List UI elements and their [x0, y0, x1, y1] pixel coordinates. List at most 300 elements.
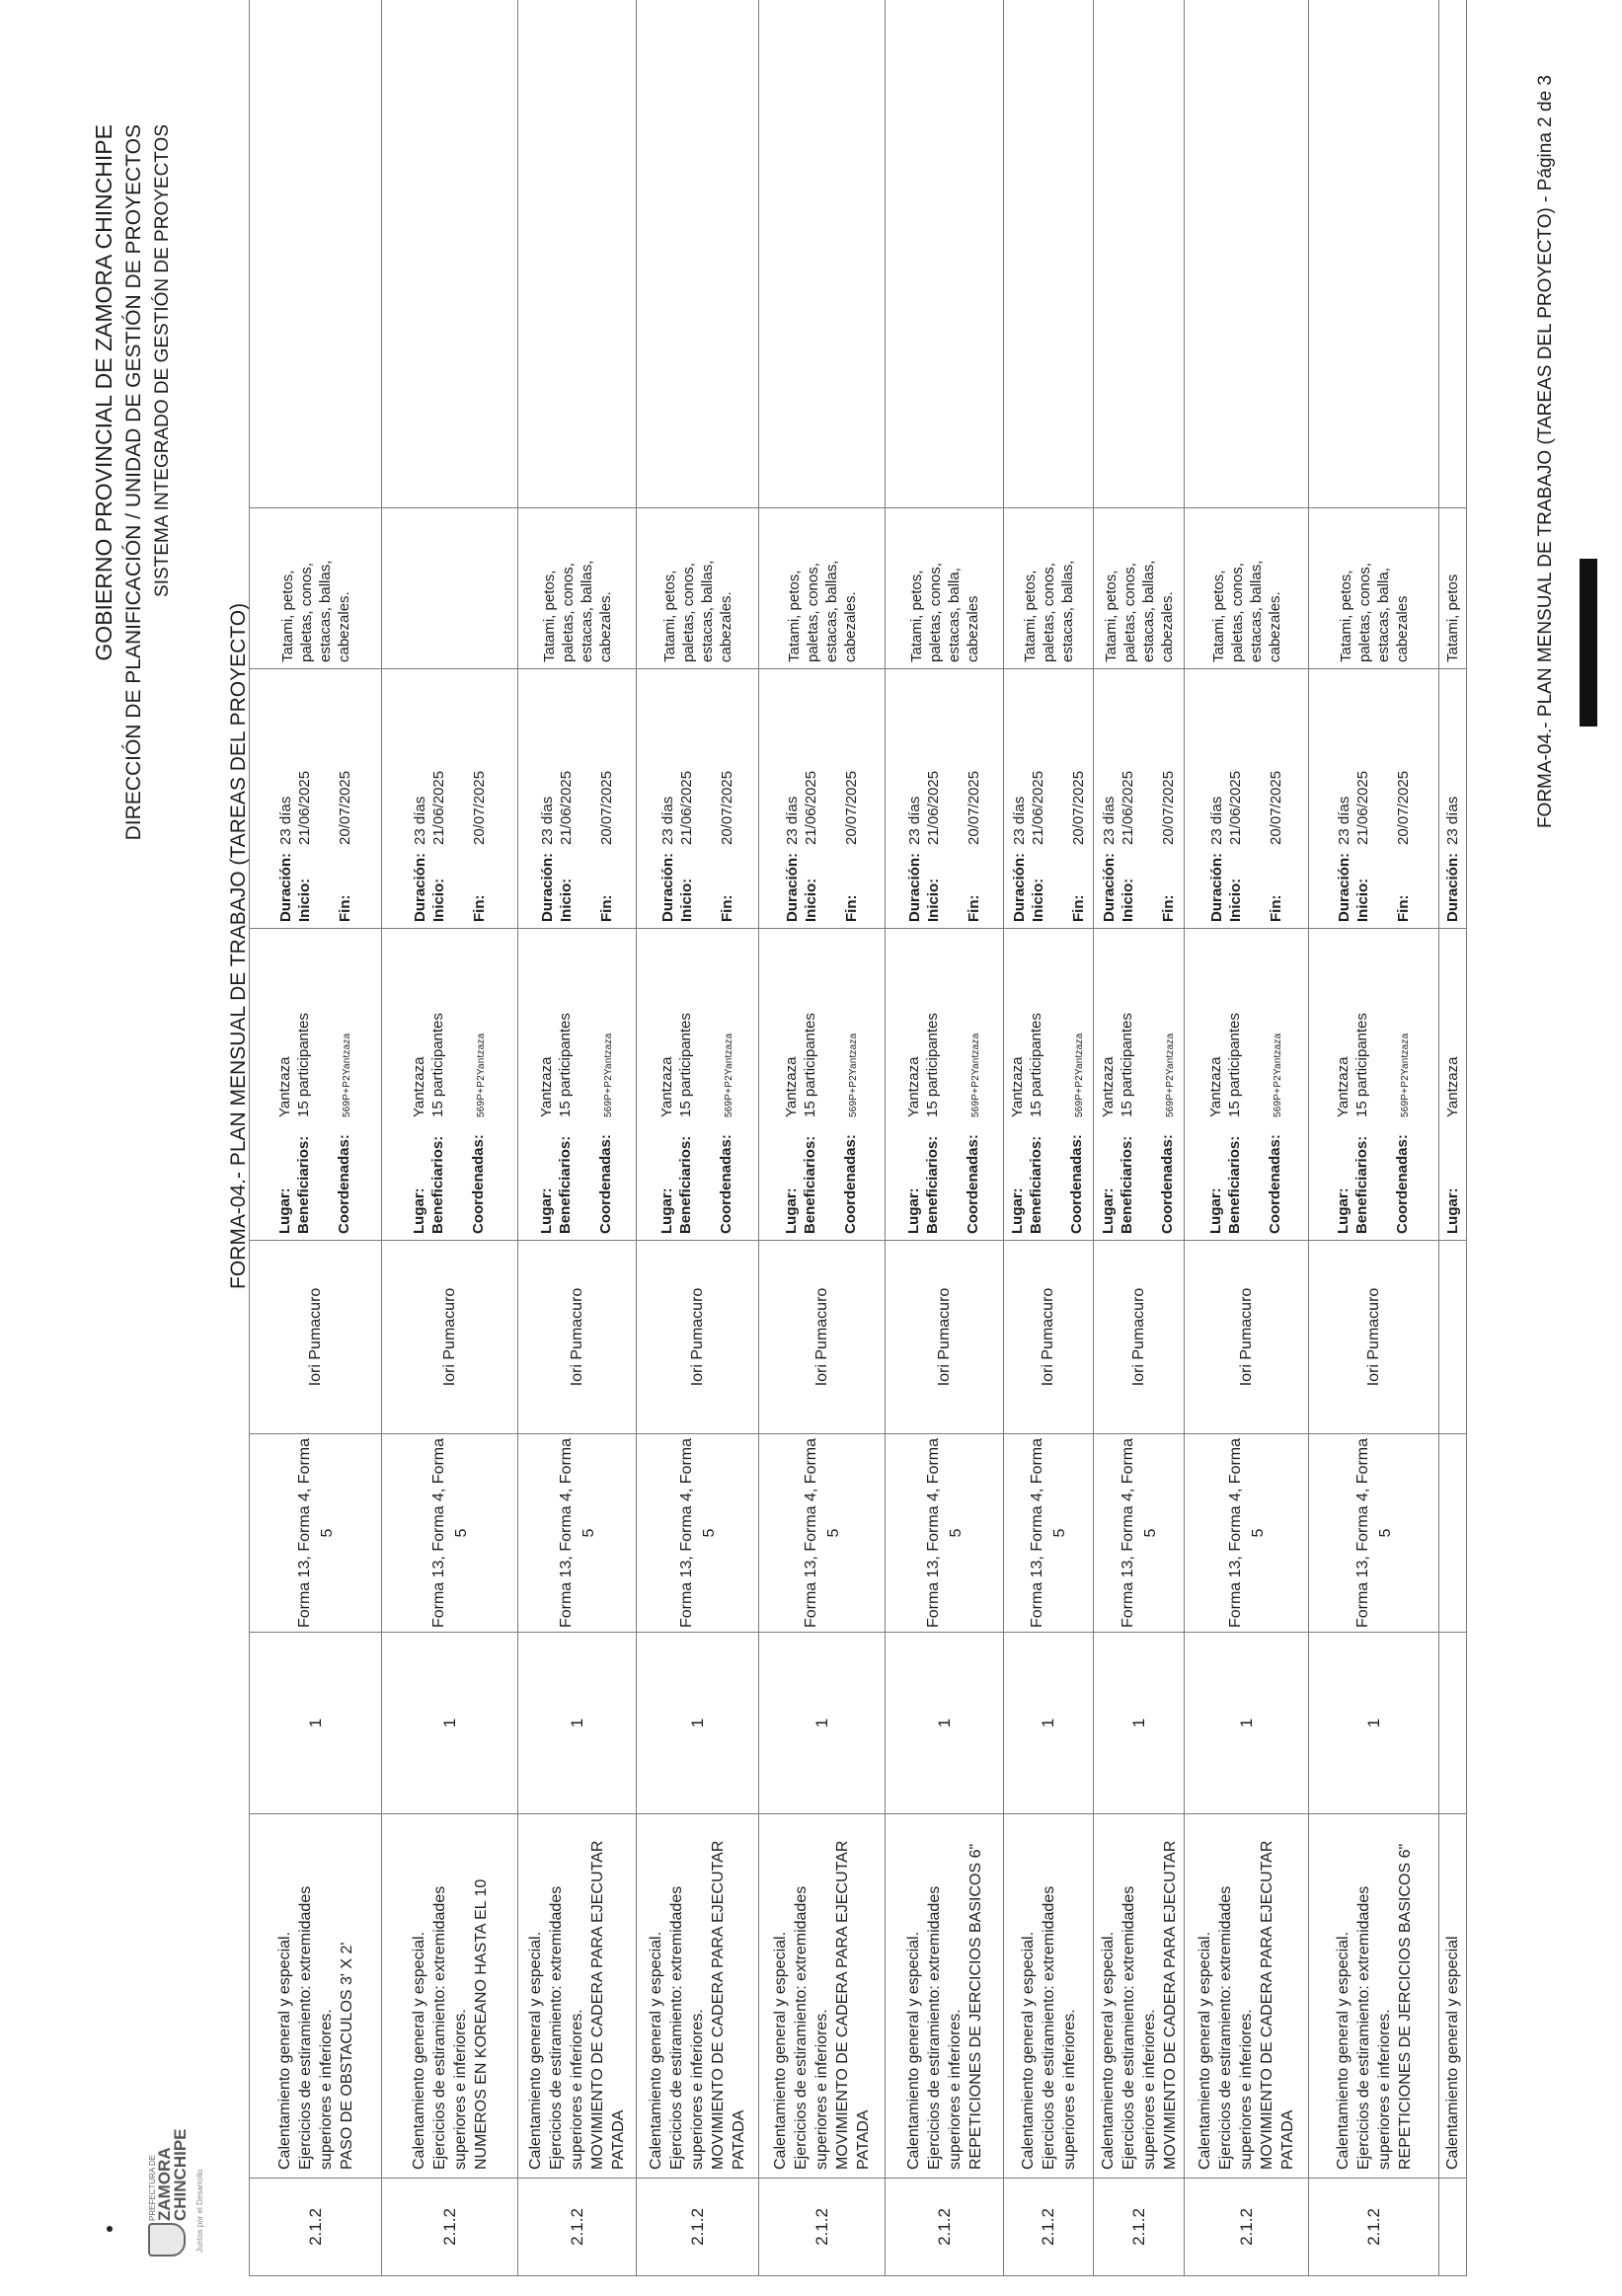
description-line: Calentamiento general y especial. [410, 1931, 427, 2170]
table-row [1185, 0, 1309, 2276]
lugar-value: Yantzaza [1009, 1056, 1026, 1117]
coordenadas-value: 569P+P2Yantzaza [341, 1033, 352, 1117]
coordenadas-label: Coordenadas: [1068, 1134, 1085, 1234]
coordenadas [1158, 935, 1180, 1234]
lugar-label: Lugar: [1444, 1187, 1461, 1234]
description-line: Calentamiento general y especial. [772, 1931, 789, 2170]
activity-description [250, 1814, 382, 2179]
prefecture-logo [148, 2128, 223, 2257]
beneficiarios [676, 935, 695, 1234]
fin-value: 20/07/2025 [719, 770, 735, 845]
activity-code: 2.1.2 [759, 2179, 886, 2276]
scan-edge-mark [1580, 559, 1597, 727]
duracion-value: 23 días [1444, 796, 1461, 845]
lugar [904, 935, 923, 1234]
fin-value: 20/07/2025 [471, 770, 488, 845]
description-line: PATADA [731, 2109, 747, 2170]
spacer [575, 935, 596, 1234]
coordenadas-label: Coordenadas: [596, 1134, 614, 1234]
beneficiarios [294, 935, 313, 1234]
duracion-value: 23 días [1208, 796, 1225, 845]
materials-cell: Tatami, petos, paletas, conos, estacas, ballas, cabezales. [759, 508, 886, 669]
activity-code: 2.1.2 [886, 2179, 1004, 2276]
page-footer: FORMA-04.- PLAN MENSUAL DE TRABAJO (TAREAS DEL PROYECTO) - Página 2 de 3 [1535, 75, 1556, 829]
beneficiarios-value: 15 participantes [801, 1013, 818, 1117]
fin [1159, 675, 1178, 922]
coordenadas-label: Coordenadas: [717, 1134, 734, 1234]
materials-cell: Tatami, petos, paletas, conos, estacas, balla, cabezales [886, 508, 1004, 669]
description-line: Ejercicios de estiramiento: extremidades [1120, 1885, 1137, 2170]
duracion [1443, 675, 1462, 922]
responsible-cell [1439, 1241, 1467, 1434]
duracion-label: Duración: [1444, 852, 1461, 922]
responsible-cell: Iori Pumacuro [637, 1241, 759, 1434]
responsible-cell: Iori Pumacuro [250, 1241, 382, 1434]
description-line: Ejercicios de estiramiento: extremidades [548, 1885, 565, 2170]
location-cell [518, 929, 637, 1241]
description-line: superiores e inferiores. [1375, 2009, 1393, 2170]
forms-cell: Forma 13, Forma 4, Forma 5 [518, 1434, 637, 1633]
responsible-cell: Iori Pumacuro [518, 1241, 637, 1434]
spacer [1371, 935, 1393, 1234]
duracion-value: 23 días [906, 796, 923, 845]
description-line: Ejercicios de estiramiento: extremidades [1217, 1885, 1234, 2170]
duration-cell [1094, 669, 1185, 929]
duration-cell [1309, 669, 1439, 929]
activity-code: 2.1.2 [1094, 2179, 1185, 2276]
quantity-cell: 1 [1004, 1633, 1094, 1814]
quantity-cell: 1 [886, 1633, 1004, 1814]
observations-cell [1439, 0, 1467, 508]
lugar-label: Lugar: [782, 1187, 800, 1234]
inicio [1353, 675, 1372, 922]
logo-line-1: ZAMORA [155, 2147, 174, 2221]
duracion-label: Duración: [277, 852, 294, 922]
fin-label: Fin: [719, 894, 735, 922]
inicio-value: 21/06/2025 [803, 770, 819, 845]
description-line: MOVIMIENTO DE CADERA PARA EJECUTAR [1161, 1840, 1179, 2170]
fin-label: Fin: [1395, 894, 1412, 922]
duracion [276, 675, 295, 922]
beneficiarios-value: 15 participantes [1225, 1013, 1243, 1117]
activity-code: 2.1.2 [518, 2179, 637, 2276]
description-line: superiores e inferiores. [317, 2009, 335, 2170]
inicio-value: 21/06/2025 [430, 770, 447, 845]
spacer [1244, 935, 1266, 1234]
description-line: Ejercicios de estiramiento: extremidades [668, 1885, 685, 2170]
forms-cell: Forma 13, Forma 4, Forma 5 [637, 1434, 759, 1633]
coordenadas-label: Coordenadas: [335, 1134, 352, 1234]
lugar [1099, 935, 1118, 1234]
fin-value: 20/07/2025 [1268, 770, 1284, 845]
duracion-label: Duración: [412, 852, 428, 922]
coordenadas-value: 569P+P2Yantzaza [1399, 1033, 1411, 1117]
description-line: MOVIMIENTO DE CADERA PARA EJECUTAR [834, 1840, 851, 2170]
beneficiarios [801, 935, 819, 1234]
inicio-value: 21/06/2025 [296, 770, 313, 845]
description-line: Ejercicios de estiramiento: extremidades [296, 1885, 314, 2170]
coordenadas-value: 569P+P2Yantzaza [723, 1033, 734, 1117]
description-line: superiores e inferiores. [1140, 2009, 1158, 2170]
spacer [448, 675, 470, 922]
inicio-label: Inicio: [803, 878, 819, 922]
coordenadas [841, 935, 863, 1234]
duration-cell [1004, 669, 1094, 929]
description-line: Ejercicios de estiramiento: extremidades [1040, 1885, 1057, 2170]
beneficiarios-label: Beneficiarios: [1028, 1135, 1044, 1234]
spacer [942, 935, 964, 1234]
forms-cell: Forma 13, Forma 4, Forma 5 [1309, 1434, 1439, 1633]
inicio [429, 675, 448, 922]
activity-code: 2.1.2 [382, 2179, 518, 2276]
description-line: MOVIMIENTO DE CADERA PARA EJECUTAR [1259, 1840, 1275, 2170]
lugar-label: Lugar: [904, 1187, 922, 1234]
activity-description [1309, 1814, 1439, 2179]
duracion-label: Duración: [1101, 852, 1118, 922]
description-line: Calentamiento general y especial. [904, 1931, 922, 2170]
description-line: Calentamiento general y especial. [648, 1931, 664, 2170]
activity-code: 2.1.2 [250, 2179, 382, 2276]
duracion-label: Duración: [659, 852, 676, 922]
forms-cell: Forma 13, Forma 4, Forma 5 [759, 1434, 886, 1633]
inicio-label: Inicio: [1120, 878, 1136, 922]
beneficiarios [1027, 935, 1045, 1234]
description-line: MOVIMIENTO DE CADERA PARA EJECUTAR [589, 1840, 606, 2170]
coordenadas [964, 935, 985, 1234]
duracion-label: Duración: [1208, 852, 1225, 922]
materials-cell [382, 508, 518, 669]
coordenadas-label: Coordenadas: [841, 1134, 859, 1234]
duracion-value: 23 días [659, 796, 676, 845]
spacer [1045, 935, 1067, 1234]
spacer [1372, 675, 1394, 922]
spacer [1245, 675, 1267, 922]
location-cell [382, 929, 518, 1241]
forms-cell: Forma 13, Forma 4, Forma 5 [1004, 1434, 1094, 1633]
materials-cell: Tatami, petos, paletas, conos, estacas, balla, cabezales [1309, 508, 1439, 669]
spacer [820, 675, 842, 922]
fin [1069, 675, 1088, 922]
inicio [1029, 675, 1047, 922]
description-line: PATADA [610, 2109, 627, 2170]
lugar-value: Yantzaza [1444, 1056, 1461, 1117]
inicio-value: 21/06/2025 [1029, 770, 1046, 845]
quantity-cell: 1 [1309, 1633, 1439, 1814]
table-row [518, 0, 637, 2276]
table-row [886, 0, 1004, 2276]
description-line: superiores e inferiores. [569, 2009, 585, 2170]
description-line: superiores e inferiores. [451, 2009, 469, 2170]
coordenadas [469, 935, 491, 1234]
responsible-cell: Iori Pumacuro [1185, 1241, 1309, 1434]
duration-cell [886, 669, 1004, 929]
duration-cell [382, 669, 518, 929]
activity-code: 2.1.2 [1309, 2179, 1439, 2276]
table-row [250, 0, 382, 2276]
fin [1394, 675, 1413, 922]
coordenadas-value: 569P+P2Yantzaza [1272, 1033, 1283, 1117]
location-cell [1185, 929, 1309, 1241]
lugar-value: Yantzaza [537, 1056, 555, 1117]
coordenadas-value: 569P+P2Yantzaza [969, 1033, 981, 1117]
table-row-partial [1439, 0, 1467, 2276]
materials-cell: Tatami, petos, paletas, conos, estacas, ballas, [1004, 508, 1094, 669]
lugar [410, 935, 428, 1234]
description-line: NUMEROS EN KOREANO HASTA EL 10 [472, 1878, 490, 2170]
beneficiarios-label: Beneficiarios: [801, 1135, 818, 1234]
description-line: superiores e inferiores. [946, 2009, 964, 2170]
beneficiarios-value: 15 participantes [1118, 1013, 1135, 1117]
lugar-value: Yantzaza [1099, 1056, 1117, 1117]
observations-cell [250, 0, 382, 508]
spacer [1137, 675, 1159, 922]
quantity-cell: 1 [382, 1633, 518, 1814]
lugar [782, 935, 801, 1234]
coordenadas-value: 569P+P2Yantzaza [475, 1033, 487, 1117]
coordenadas-value: 569P+P2Yantzaza [602, 1033, 614, 1117]
duration-cell [637, 669, 759, 929]
observations-cell [1309, 0, 1439, 508]
fin-label: Fin: [471, 894, 488, 922]
lugar-value: Yantzaza [657, 1056, 675, 1117]
beneficiarios-label: Beneficiarios: [923, 1135, 941, 1234]
spacer [696, 675, 718, 922]
forms-cell: Forma 13, Forma 4, Forma 5 [1094, 1434, 1185, 1633]
materials-cell: Tatami, petos, paletas, conos, estacas, ballas, cabezales. [250, 508, 382, 669]
lugar-label: Lugar: [537, 1187, 555, 1234]
forms-cell: Forma 13, Forma 4, Forma 5 [1185, 1434, 1309, 1633]
beneficiarios-value: 15 participantes [676, 1013, 694, 1117]
duracion-label: Duración: [1336, 852, 1352, 922]
coordenadas [596, 935, 618, 1234]
quantity-cell: 1 [637, 1633, 759, 1814]
duracion [1010, 675, 1029, 922]
observations-cell [1004, 0, 1094, 508]
location-cell [1004, 929, 1094, 1241]
coordenadas [1067, 935, 1089, 1234]
duracion-value: 23 días [784, 796, 801, 845]
description-line: Calentamiento general y especial. [1334, 1931, 1352, 2170]
coordenadas-label: Coordenadas: [469, 1134, 487, 1234]
observations-cell [637, 0, 759, 508]
fin [965, 675, 983, 922]
activity-code: 2.1.2 [1004, 2179, 1094, 2276]
location-cell [1439, 929, 1467, 1241]
responsible-cell: Iori Pumacuro [1004, 1241, 1094, 1434]
materials-cell: Tatami, petos, paletas, conos, estacas, ballas, cabezales. [1185, 508, 1309, 669]
duracion [411, 675, 429, 922]
description-line: superiores e inferiores. [1238, 2009, 1255, 2170]
inicio-value: 21/06/2025 [1120, 770, 1136, 845]
materials-cell: Tatami, petos, paletas, conos, estacas, ballas, cabezales. [637, 508, 759, 669]
description-line: Calentamiento general y especial. [275, 1931, 293, 2170]
duracion [658, 675, 677, 922]
lugar-value: Yantzaza [1334, 1056, 1352, 1117]
duration-cell [250, 669, 382, 929]
inicio-label: Inicio: [558, 878, 575, 922]
beneficiarios-label: Beneficiarios: [428, 1135, 446, 1234]
location-cell [759, 929, 886, 1241]
table-row [1094, 0, 1185, 2276]
coordenadas-value: 569P+P2Yantzaza [847, 1033, 859, 1117]
fin-label: Fin: [337, 894, 353, 922]
materials-cell: Tatami, petos, paletas, conos, estacas, ballas, cabezales. [1094, 508, 1185, 669]
duracion-label: Duración: [906, 852, 923, 922]
lugar-label: Lugar: [1206, 1187, 1224, 1234]
lugar [537, 935, 556, 1234]
gov-unit: DIRECCIÓN DE PLANIFICACIÓN / UNIDAD DE GESTIÓN DE PROYECTOS [122, 124, 145, 841]
table-row [637, 0, 759, 2276]
table-row [1309, 0, 1439, 2276]
fin [597, 675, 616, 922]
beneficiarios-label: Beneficiarios: [676, 1135, 694, 1234]
coordenadas-label: Coordenadas: [1393, 1134, 1411, 1234]
fin-value: 20/07/2025 [1160, 770, 1177, 845]
lugar-label: Lugar: [1009, 1187, 1026, 1234]
coordenadas [1393, 935, 1415, 1234]
location-cell [250, 929, 382, 1241]
table-row [382, 0, 518, 2276]
inicio-label: Inicio: [1029, 878, 1046, 922]
beneficiarios-label: Beneficiarios: [1118, 1135, 1135, 1234]
logo-text [157, 2128, 189, 2221]
fin-label: Fin: [1069, 894, 1087, 922]
description-line: Ejercicios de estiramiento: extremidades [793, 1885, 810, 2170]
quantity-cell: 1 [1094, 1633, 1185, 1814]
beneficiarios [1225, 935, 1244, 1234]
duracion [1207, 675, 1226, 922]
inicio [557, 675, 576, 922]
fin-value: 20/07/2025 [598, 770, 615, 845]
activity-code: 2.1.2 [1185, 2179, 1309, 2276]
spacer [943, 675, 965, 922]
inicio-label: Inicio: [678, 878, 695, 922]
inicio [924, 675, 943, 922]
activity-description [1094, 1814, 1185, 2179]
duracion [538, 675, 557, 922]
responsible-cell: Iori Pumacuro [1309, 1241, 1439, 1434]
beneficiarios [923, 935, 942, 1234]
description-line: PATADA [855, 2109, 872, 2170]
duracion [1100, 675, 1119, 922]
location-cell [1094, 929, 1185, 1241]
duracion-value: 23 días [412, 796, 428, 845]
description-line: Calentamiento general y especial. [1099, 1931, 1117, 2170]
inicio [677, 675, 696, 922]
lugar-value: Yantzaza [904, 1056, 922, 1117]
lugar [1334, 935, 1352, 1234]
table-row [1004, 0, 1094, 2276]
beneficiarios-label: Beneficiarios: [294, 1135, 312, 1234]
observations-cell [518, 0, 637, 508]
duracion-value: 23 días [277, 796, 294, 845]
observations-cell [1094, 0, 1185, 508]
duracion-label: Duración: [784, 852, 801, 922]
fin-label: Fin: [1160, 894, 1177, 922]
activity-description [886, 1814, 1004, 2179]
description-line: superiores e inferiores. [689, 2009, 706, 2170]
forms-cell: Forma 13, Forma 4, Forma 5 [382, 1434, 518, 1633]
lugar-value: Yantzaza [275, 1056, 293, 1117]
logo-line-2: CHINCHIPE [171, 2128, 190, 2221]
description-line: Calentamiento general y especial. [527, 1931, 544, 2170]
fin-label: Fin: [843, 894, 860, 922]
fin-value: 20/07/2025 [843, 770, 860, 845]
responsible-cell: Iori Pumacuro [1094, 1241, 1185, 1434]
lugar [1443, 935, 1462, 1234]
lugar [657, 935, 676, 1234]
description-line: REPETICIONES DE JERCICIOS BASICOS 6" [966, 1843, 984, 2170]
responsible-cell: Iori Pumacuro [382, 1241, 518, 1434]
beneficiarios-value: 15 participantes [923, 1013, 941, 1117]
observations-cell [759, 0, 886, 508]
task-table [249, 0, 1467, 2276]
fin [1267, 675, 1285, 922]
duration-cell [518, 669, 637, 929]
beneficiarios-label: Beneficiarios: [1225, 1135, 1243, 1234]
table-row [759, 0, 886, 2276]
description-line: superiores e inferiores. [1060, 2009, 1078, 2170]
lugar [275, 935, 294, 1234]
inicio-label: Inicio: [296, 878, 313, 922]
logo-small-text: PREFECTURA DE [148, 2154, 157, 2221]
lugar-label: Lugar: [1099, 1187, 1117, 1234]
inicio [802, 675, 820, 922]
fin-value: 20/07/2025 [1395, 770, 1412, 845]
observations-cell [1185, 0, 1309, 508]
activity-description [382, 1814, 518, 2179]
coordenadas-label: Coordenadas: [964, 1134, 981, 1234]
location-cell [886, 929, 1004, 1241]
coordenadas-label: Coordenadas: [1158, 1134, 1176, 1234]
duracion-value: 23 días [1336, 796, 1352, 845]
spacer [819, 935, 841, 1234]
lugar-value: Yantzaza [782, 1056, 800, 1117]
spacer [1047, 675, 1069, 922]
materials-cell: Tatami, petos, paletas, conos, estacas, ballas, cabezales. [518, 508, 637, 669]
inicio-value: 21/06/2025 [558, 770, 575, 845]
task-table-body [250, 0, 1467, 2276]
inicio-value: 21/06/2025 [1227, 770, 1244, 845]
beneficiarios-value: 15 participantes [428, 1013, 446, 1117]
coordenadas-label: Coordenadas: [1266, 1134, 1283, 1234]
spacer [1136, 935, 1158, 1234]
forms-cell [1439, 1434, 1467, 1633]
location-cell [1309, 929, 1439, 1241]
responsible-cell: Iori Pumacuro [886, 1241, 1004, 1434]
observations-cell [382, 0, 518, 508]
materials-cell: Tatami, petos [1439, 508, 1467, 669]
duracion [783, 675, 802, 922]
fin [470, 675, 489, 922]
activity-code [1439, 2179, 1467, 2276]
beneficiarios-value: 15 participantes [556, 1013, 574, 1117]
fin [842, 675, 861, 922]
beneficiarios [1118, 935, 1136, 1234]
activity-code: 2.1.2 [637, 2179, 759, 2276]
fin [336, 675, 354, 922]
responsible-cell: Iori Pumacuro [759, 1241, 886, 1434]
form-title: FORMA-04.- PLAN MENSUAL DE TRABAJO (TAREAS DEL PROYECTO) [227, 602, 250, 1289]
duracion [1335, 675, 1353, 922]
beneficiarios [428, 935, 447, 1234]
spacer [313, 935, 335, 1234]
quantity-cell: 1 [1185, 1633, 1309, 1814]
inicio [1226, 675, 1245, 922]
activity-description [518, 1814, 637, 2179]
beneficiarios-value: 15 participantes [294, 1013, 312, 1117]
lugar-value: Yantzaza [1206, 1056, 1224, 1117]
